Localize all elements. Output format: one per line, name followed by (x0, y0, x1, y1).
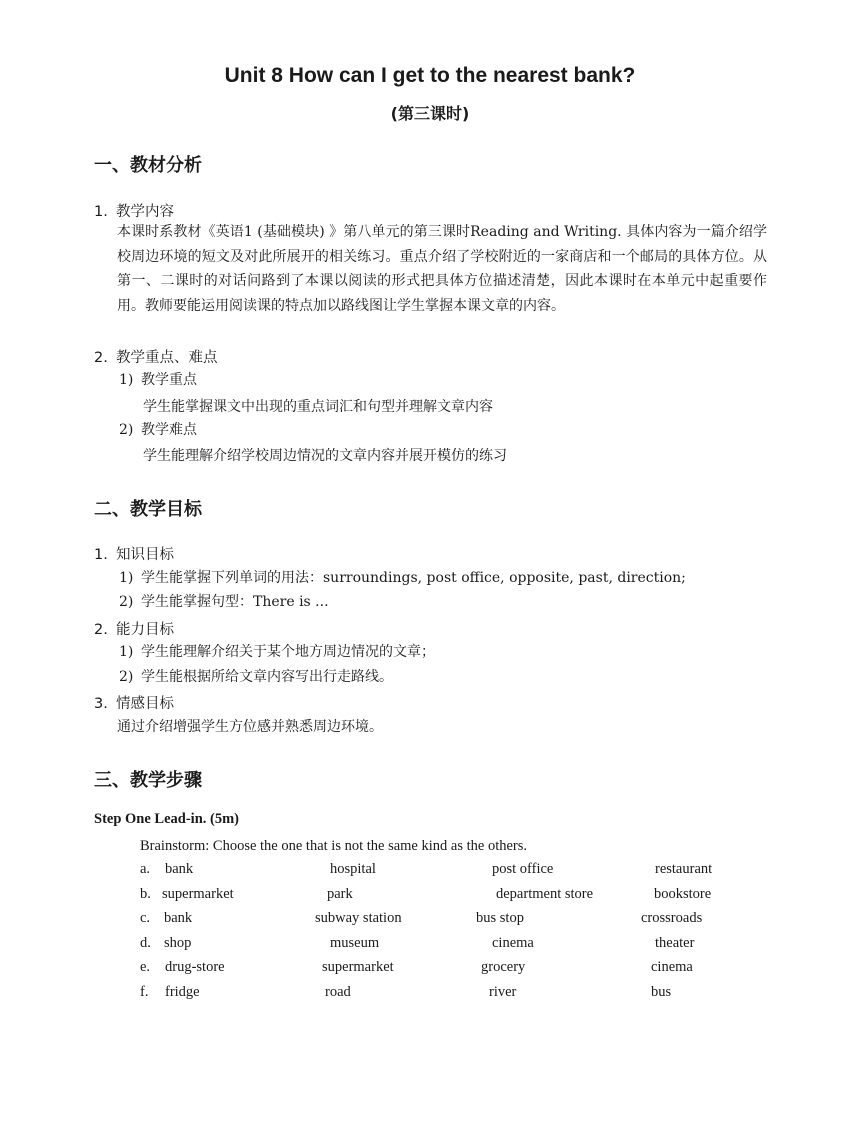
option-word: crossroads (641, 910, 703, 926)
item-number: 2) (119, 594, 134, 610)
item-number: 1) (119, 644, 134, 660)
option-word: hospital (330, 861, 376, 877)
exercise-row (0, 886, 860, 906)
row-label: d. (140, 935, 151, 951)
subheading-emotion (94, 692, 174, 713)
brainstorm-instruction: Brainstorm: Choose the one that is not the same kind as the others. (140, 838, 528, 854)
option-word: subway station (315, 910, 402, 926)
item-text: 学生能掌握句型：There is ... (141, 594, 329, 610)
subheading-ability (94, 618, 174, 639)
page-subtitle: (第三课时) (390, 104, 470, 123)
knowledge-item (119, 591, 329, 611)
option-word: restaurant (655, 861, 713, 877)
item-number: 2) (119, 422, 134, 438)
row-label: a. (140, 861, 151, 877)
subheading-knowledge (94, 543, 174, 564)
section-heading-goals: 二、教学目标 (94, 499, 202, 520)
difficulty-item-label (119, 419, 197, 439)
subheading-focus (94, 346, 218, 367)
option-word: bank (165, 861, 194, 877)
content-paragraph: 本课时系教材《英语1 (基础模块) 》第八单元的第三课时Reading and Writing. 具体内容为一篇介绍学校周边环境的短文及对此所展开的相关练习。重点介绍了学校附近的一家商店和一个邮局的具体方位。从第一、二课时的对话问路到了本课以阅读的形式把具体方位描述清楚，因此本课时在本单元中起重要作用。教师要能运用阅读课的特点加以路线图让学生掌握本课文章的内容。 (117, 224, 767, 314)
subheading-text: 教学内容 (116, 204, 174, 220)
item-number: 2) (119, 669, 134, 685)
option-word: supermarket (162, 886, 234, 902)
item-text: 学生能理解介绍关于某个地方周边情况的文章； (141, 644, 435, 660)
option-word: museum (330, 935, 380, 951)
exercise-row (0, 935, 860, 955)
row-label: e. (140, 959, 151, 975)
subheading-number: 1. (94, 547, 108, 563)
option-word: supermarket (322, 959, 394, 975)
option-word: drug-store (165, 959, 225, 975)
option-word: cinema (492, 935, 534, 951)
emotion-text: 通过介绍增强学生方位感并熟悉周边环境。 (117, 719, 383, 735)
option-word: grocery (481, 959, 526, 975)
ability-item (119, 641, 435, 661)
item-number: 1) (119, 372, 134, 388)
option-word: bus stop (476, 910, 524, 926)
knowledge-item (119, 567, 686, 587)
row-label: f. (140, 984, 149, 1000)
item-label: 教学难点 (141, 422, 197, 438)
item-text: 学生能掌握下列单词的用法：surroundings, post office, opposite, past, direction; (141, 570, 686, 586)
section-heading-materials: 一、教材分析 (94, 155, 202, 176)
row-label: c. (140, 910, 151, 926)
option-word: theater (655, 935, 695, 951)
option-word: bus (651, 984, 672, 1000)
item-text: 学生能根据所给文章内容写出行走路线。 (141, 669, 393, 685)
option-word: bookstore (654, 886, 712, 902)
exercise-row (0, 959, 860, 979)
subheading-text: 情感目标 (116, 696, 174, 712)
option-word: road (325, 984, 351, 1000)
option-word: fridge (165, 984, 200, 1000)
option-word: shop (164, 935, 192, 951)
option-word: cinema (651, 959, 693, 975)
exercise-row (0, 984, 860, 1004)
option-word: department store (496, 886, 594, 902)
step-one-heading: Step One Lead-in. (5m) (94, 811, 239, 827)
subheading-content (94, 200, 174, 221)
option-word: post office (492, 861, 554, 877)
difficulty-item-text: 学生能理解介绍学校周边情况的文章内容并展开模仿的练习 (143, 448, 507, 464)
subheading-number: 2. (94, 622, 108, 638)
focus-item-label (119, 369, 197, 389)
item-number: 1) (119, 570, 134, 586)
subheading-number: 3. (94, 696, 108, 712)
subheading-number: 1. (94, 204, 108, 220)
option-word: park (327, 886, 353, 902)
option-word: river (489, 984, 517, 1000)
subheading-text: 教学重点、难点 (116, 350, 218, 366)
exercise-row (0, 910, 860, 930)
page-title: Unit 8 How can I get to the nearest bank? (224, 64, 636, 87)
subheading-text: 能力目标 (116, 622, 174, 638)
row-label: b. (140, 886, 151, 902)
ability-item (119, 666, 393, 686)
subheading-text: 知识目标 (116, 547, 174, 563)
item-label: 教学重点 (141, 372, 197, 388)
exercise-row (0, 861, 860, 881)
subheading-number: 2. (94, 350, 108, 366)
focus-item-text: 学生能掌握课文中出现的重点词汇和句型并理解文章内容 (143, 399, 493, 415)
section-heading-steps: 三、教学步骤 (94, 770, 202, 791)
option-word: bank (164, 910, 193, 926)
